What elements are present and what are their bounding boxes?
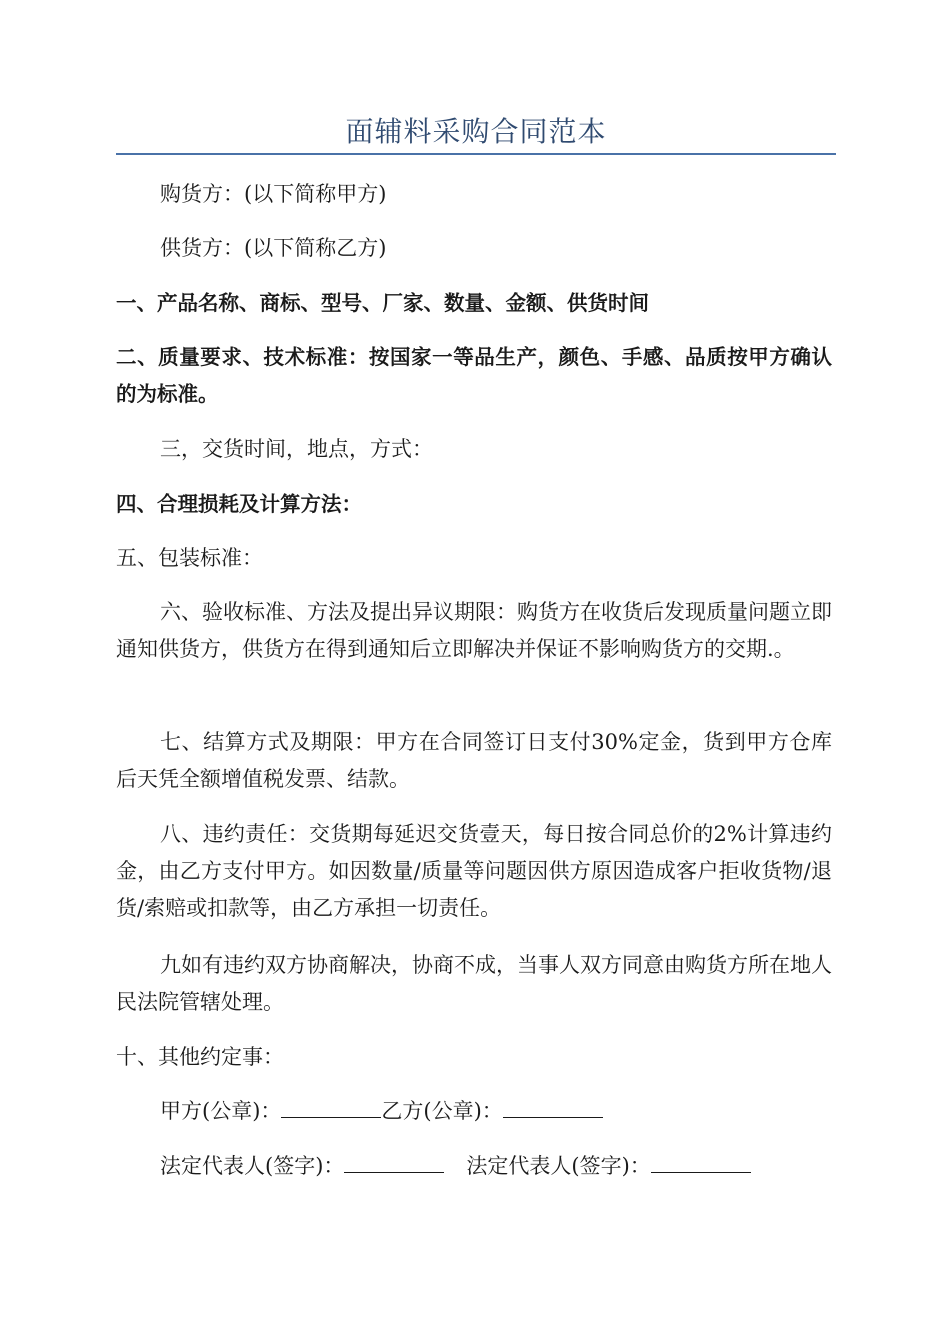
clause-3: 三，交货时间，地点，方式： (160, 437, 433, 461)
party-b-seal-label: 乙方(公章)： (381, 1099, 503, 1123)
party-b-rep-label: 法定代表人(签字)： (466, 1154, 651, 1178)
clause-7: 七、结算方式及期限：甲方在合同签订日支付30%定金，货到甲方仓库后天凭全额增值税发票、结款。 (116, 730, 832, 791)
party-b-seal-blank[interactable] (503, 1093, 603, 1118)
party-b-rep-blank[interactable] (651, 1148, 751, 1173)
representative-row (160, 1148, 751, 1185)
buyer-line: 购货方：(以下简称甲方) (160, 182, 387, 206)
seal-row (160, 1093, 603, 1130)
party-a-seal-blank[interactable] (281, 1093, 381, 1118)
supplier-line: 供货方：(以下简称乙方) (160, 236, 387, 260)
clause-1: 一、产品名称、商标、型号、厂家、数量、金额、供货时间 (116, 291, 649, 315)
clause-9: 九如有违约双方协商解决，协商不成，当事人双方同意由购货方所在地人民法院管辖处理。 (116, 953, 832, 1014)
clause-10: 十、其他约定事： (116, 1045, 284, 1069)
party-a-rep-blank[interactable] (344, 1148, 444, 1173)
clause-5: 五、包装标准： (116, 546, 263, 570)
clause-2: 二、质量要求、技术标准：按国家一等品生产，颜色、手感、品质按甲方确认的为标准。 (116, 345, 832, 406)
document-title: 面辅料采购合同范本 (345, 115, 607, 148)
clause-8: 八、违约责任：交货期每延迟交货壹天，每日按合同总价的2%计算违约金，由乙方支付甲方。如因数量/质量等问题因供方原因造成客户拒收货物/退货/索赔或扣款等，由乙方承担一切责任。 (116, 822, 832, 920)
party-a-seal-label: 甲方(公章)： (160, 1099, 282, 1123)
title-underline (116, 153, 836, 155)
party-a-rep-label: 法定代表人(签字)： (160, 1154, 345, 1178)
clause-6: 六、验收标准、方法及提出异议期限：购货方在收货后发现质量问题立即通知供货方，供货方在得到通知后立即解决并保证不影响购货方的交期.。 (116, 600, 832, 661)
clause-4: 四、合理损耗及计算方法： (116, 492, 362, 516)
